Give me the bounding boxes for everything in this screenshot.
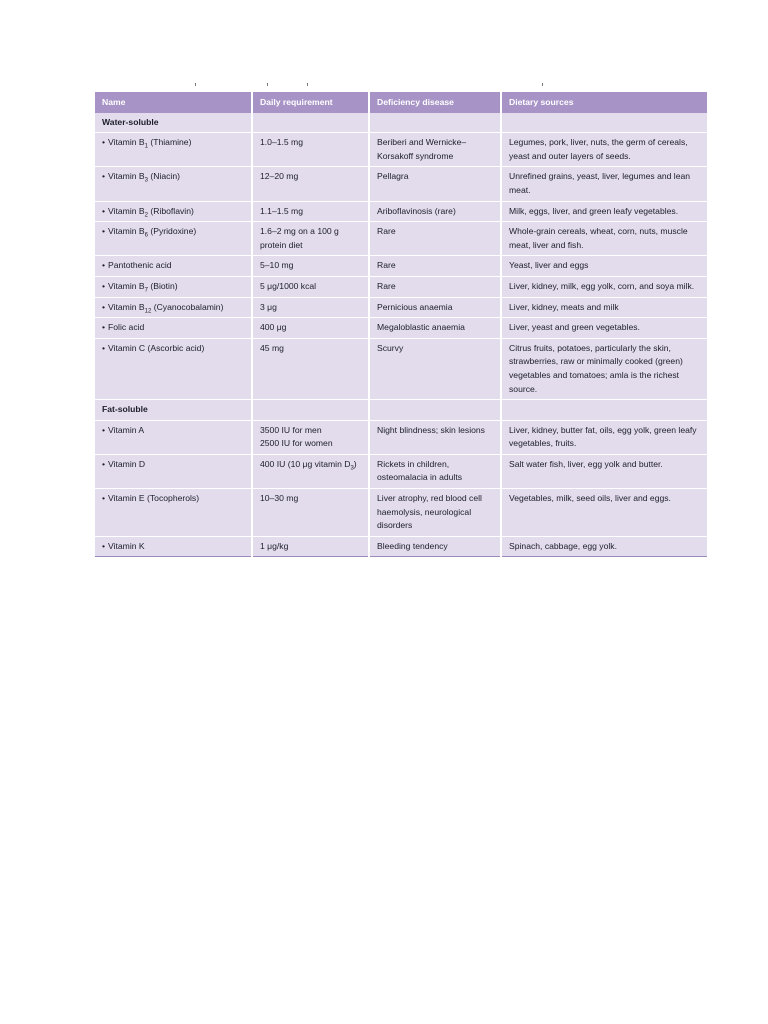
empty-cell — [252, 400, 369, 421]
empty-cell — [501, 400, 707, 421]
requirement-text: 1.0–1.5 mg — [260, 137, 303, 148]
dietary-sources-cell: Liver, kidney, butter fat, oils, egg yolk, green leafy vegetables, fruits. — [501, 420, 707, 454]
table-row — [95, 420, 707, 454]
deficiency-disease-cell: Bleeding tendency — [369, 536, 501, 557]
table-row — [95, 318, 707, 339]
dietary-sources-cell: Spinach, cabbage, egg yolk. — [501, 536, 707, 557]
bullet: • — [102, 171, 106, 182]
daily-requirement-cell — [252, 167, 369, 201]
requirement-text: 3 μg — [260, 301, 277, 312]
vitamin-name: Pantothenic acid — [108, 260, 172, 271]
deficiency-disease-cell: Rare — [369, 276, 501, 297]
vitamin-name-cell — [95, 489, 252, 537]
dietary-sources-cell: Unrefined grains, yeast, liver, legumes and lean meat. — [501, 167, 707, 201]
deficiency-disease-cell: Rickets in children, osteomalacia in adults — [369, 454, 501, 488]
dietary-sources-cell: Liver, yeast and green vegetables. — [501, 318, 707, 339]
requirement-subscript: 3 — [350, 465, 354, 472]
vitamin-name-cell — [95, 454, 252, 488]
requirement-text: 45 mg — [260, 342, 284, 353]
section-title: Water-soluble — [95, 113, 252, 133]
daily-requirement-cell — [252, 420, 369, 454]
requirement-text: 400 μg — [260, 322, 287, 333]
header-deficiency-disease: Deficiency disease — [369, 92, 501, 113]
requirement-text: 1.1–1.5 mg — [260, 205, 303, 216]
vitamin-name-cell — [95, 133, 252, 167]
requirement-text: 5–10 mg — [260, 260, 294, 271]
vitamin-name: Vitamin B — [108, 280, 145, 291]
section-title: Fat-soluble — [95, 400, 252, 421]
daily-requirement-cell — [252, 338, 369, 399]
vitamin-name-cell — [95, 536, 252, 557]
requirement-text: 1.6–2 mg on a 100 g protein diet — [260, 226, 339, 250]
vitamin-name: Vitamin B — [108, 205, 145, 216]
table-row — [95, 167, 707, 201]
section-row — [95, 400, 707, 421]
daily-requirement-cell — [252, 201, 369, 222]
daily-requirement-cell — [252, 222, 369, 256]
bullet: • — [102, 226, 106, 237]
dietary-sources-cell: Liver, kidney, milk, egg yolk, corn, and soya milk. — [501, 276, 707, 297]
vitamin-subscript: 6 — [144, 232, 148, 239]
vitamin-name-suffix: (Biotin) — [147, 280, 178, 291]
requirement-text: 400 IU (10 μg vitamin D — [260, 458, 351, 469]
dietary-sources-cell: Legumes, pork, liver, nuts, the germ of cereals, yeast and outer layers of seeds. — [501, 133, 707, 167]
bullet: • — [102, 342, 106, 353]
bullet: • — [102, 540, 106, 551]
vitamin-name: Vitamin B — [108, 301, 145, 312]
vitamin-subscript: 12 — [144, 308, 152, 315]
vitamin-name-cell — [95, 167, 252, 201]
requirement-text: 12–20 mg — [260, 171, 299, 182]
vitamin-name: Vitamin K — [108, 540, 145, 551]
deficiency-disease-cell: Scurvy — [369, 338, 501, 399]
bullet: • — [102, 458, 106, 469]
deficiency-disease-cell: Pernicious anaemia — [369, 297, 501, 318]
daily-requirement-cell — [252, 133, 369, 167]
header-daily-requirement: Daily requirement — [252, 92, 369, 113]
daily-requirement-cell — [252, 297, 369, 318]
table-row — [95, 222, 707, 256]
vitamin-name-suffix: (Riboflavin) — [147, 205, 194, 216]
dietary-sources-cell: Vegetables, milk, seed oils, liver and eggs. — [501, 489, 707, 537]
dietary-sources-cell: Salt water fish, liver, egg yolk and butter. — [501, 454, 707, 488]
vitamin-subscript: 7 — [144, 287, 148, 294]
empty-cell — [369, 113, 501, 133]
empty-cell — [252, 113, 369, 133]
bullet: • — [102, 301, 106, 312]
vitamin-name: Folic acid — [108, 322, 145, 333]
deficiency-disease-cell: Night blindness; skin lesions — [369, 420, 501, 454]
table-body — [95, 113, 707, 557]
bullet: • — [102, 493, 106, 504]
vitamin-name: Vitamin D — [108, 458, 146, 469]
vitamin-name-suffix: (Pyridoxine) — [147, 226, 197, 237]
dietary-sources-cell: Yeast, liver and eggs — [501, 256, 707, 277]
section-row — [95, 113, 707, 133]
table-header-row — [95, 92, 707, 113]
dietary-sources-cell: Citrus fruits, potatoes, particularly the skin, strawberries, raw or minimally cooked (green) vegetables and tomatoes; amla is the richest source. — [501, 338, 707, 399]
vitamin-name-cell — [95, 420, 252, 454]
vitamin-subscript: 2 — [144, 212, 148, 219]
requirement-text: 3500 IU for men — [260, 424, 322, 435]
table-row — [95, 489, 707, 537]
vitamin-table — [95, 92, 707, 557]
requirement-text: 2500 IU for women — [260, 438, 333, 449]
deficiency-disease-cell: Liver atrophy, red blood cell haemolysis, neurological disorders — [369, 489, 501, 537]
requirement-text: 1 μg/kg — [260, 540, 289, 551]
table-row — [95, 201, 707, 222]
vitamin-name-cell — [95, 222, 252, 256]
dietary-sources-cell: Milk, eggs, liver, and green leafy vegetables. — [501, 201, 707, 222]
vitamin-name: Vitamin B — [108, 226, 145, 237]
vitamin-name: Vitamin B — [108, 137, 145, 148]
vitamin-subscript: 1 — [144, 143, 148, 150]
deficiency-disease-cell: Megaloblastic anaemia — [369, 318, 501, 339]
requirement-suffix: ) — [353, 458, 357, 469]
cropped-caption-remnant — [95, 81, 707, 89]
empty-cell — [369, 400, 501, 421]
header-dietary-sources: Dietary sources — [501, 92, 707, 113]
deficiency-disease-cell: Rare — [369, 256, 501, 277]
daily-requirement-cell — [252, 276, 369, 297]
daily-requirement-cell — [252, 318, 369, 339]
dietary-sources-cell: Whole-grain cereals, wheat, corn, nuts, muscle meat, liver and fish. — [501, 222, 707, 256]
dietary-sources-cell: Liver, kidney, meats and milk — [501, 297, 707, 318]
vitamin-name: Vitamin A — [108, 424, 145, 435]
bullet: • — [102, 205, 106, 216]
deficiency-disease-cell: Pellagra — [369, 167, 501, 201]
vitamin-name-cell — [95, 338, 252, 399]
table-row — [95, 338, 707, 399]
vitamin-name: Vitamin C (Ascorbic acid) — [108, 342, 205, 353]
table-row — [95, 454, 707, 488]
bullet: • — [102, 424, 106, 435]
vitamin-name-suffix: (Niacin) — [147, 171, 180, 182]
bullet: • — [102, 260, 106, 271]
table-row — [95, 256, 707, 277]
vitamin-name-cell — [95, 318, 252, 339]
deficiency-disease-cell: Rare — [369, 222, 501, 256]
vitamin-name-cell — [95, 276, 252, 297]
vitamin-name-suffix: (Cyanocobalamin) — [151, 301, 224, 312]
empty-cell — [501, 113, 707, 133]
daily-requirement-cell — [252, 536, 369, 557]
deficiency-disease-cell: Ariboflavinosis (rare) — [369, 201, 501, 222]
requirement-text: 5 μg/1000 kcal — [260, 280, 317, 291]
vitamin-name-cell — [95, 201, 252, 222]
vitamin-name: Vitamin B — [108, 171, 145, 182]
vitamin-name-cell — [95, 256, 252, 277]
deficiency-disease-cell: Beriberi and Wernicke–Korsakoff syndrome — [369, 133, 501, 167]
daily-requirement-cell — [252, 256, 369, 277]
table-row — [95, 276, 707, 297]
daily-requirement-cell — [252, 489, 369, 537]
bullet: • — [102, 137, 106, 148]
table-row — [95, 297, 707, 318]
bullet: • — [102, 280, 106, 291]
vitamin-name: Vitamin E (Tocopherols) — [108, 493, 200, 504]
vitamin-name-suffix: (Thiamine) — [147, 137, 192, 148]
vitamin-subscript: 3 — [144, 178, 148, 185]
table-row — [95, 536, 707, 557]
daily-requirement-cell — [252, 454, 369, 488]
table-row — [95, 133, 707, 167]
header-name: Name — [95, 92, 252, 113]
bullet: • — [102, 322, 106, 333]
requirement-text: 10–30 mg — [260, 493, 299, 504]
vitamin-name-cell — [95, 297, 252, 318]
